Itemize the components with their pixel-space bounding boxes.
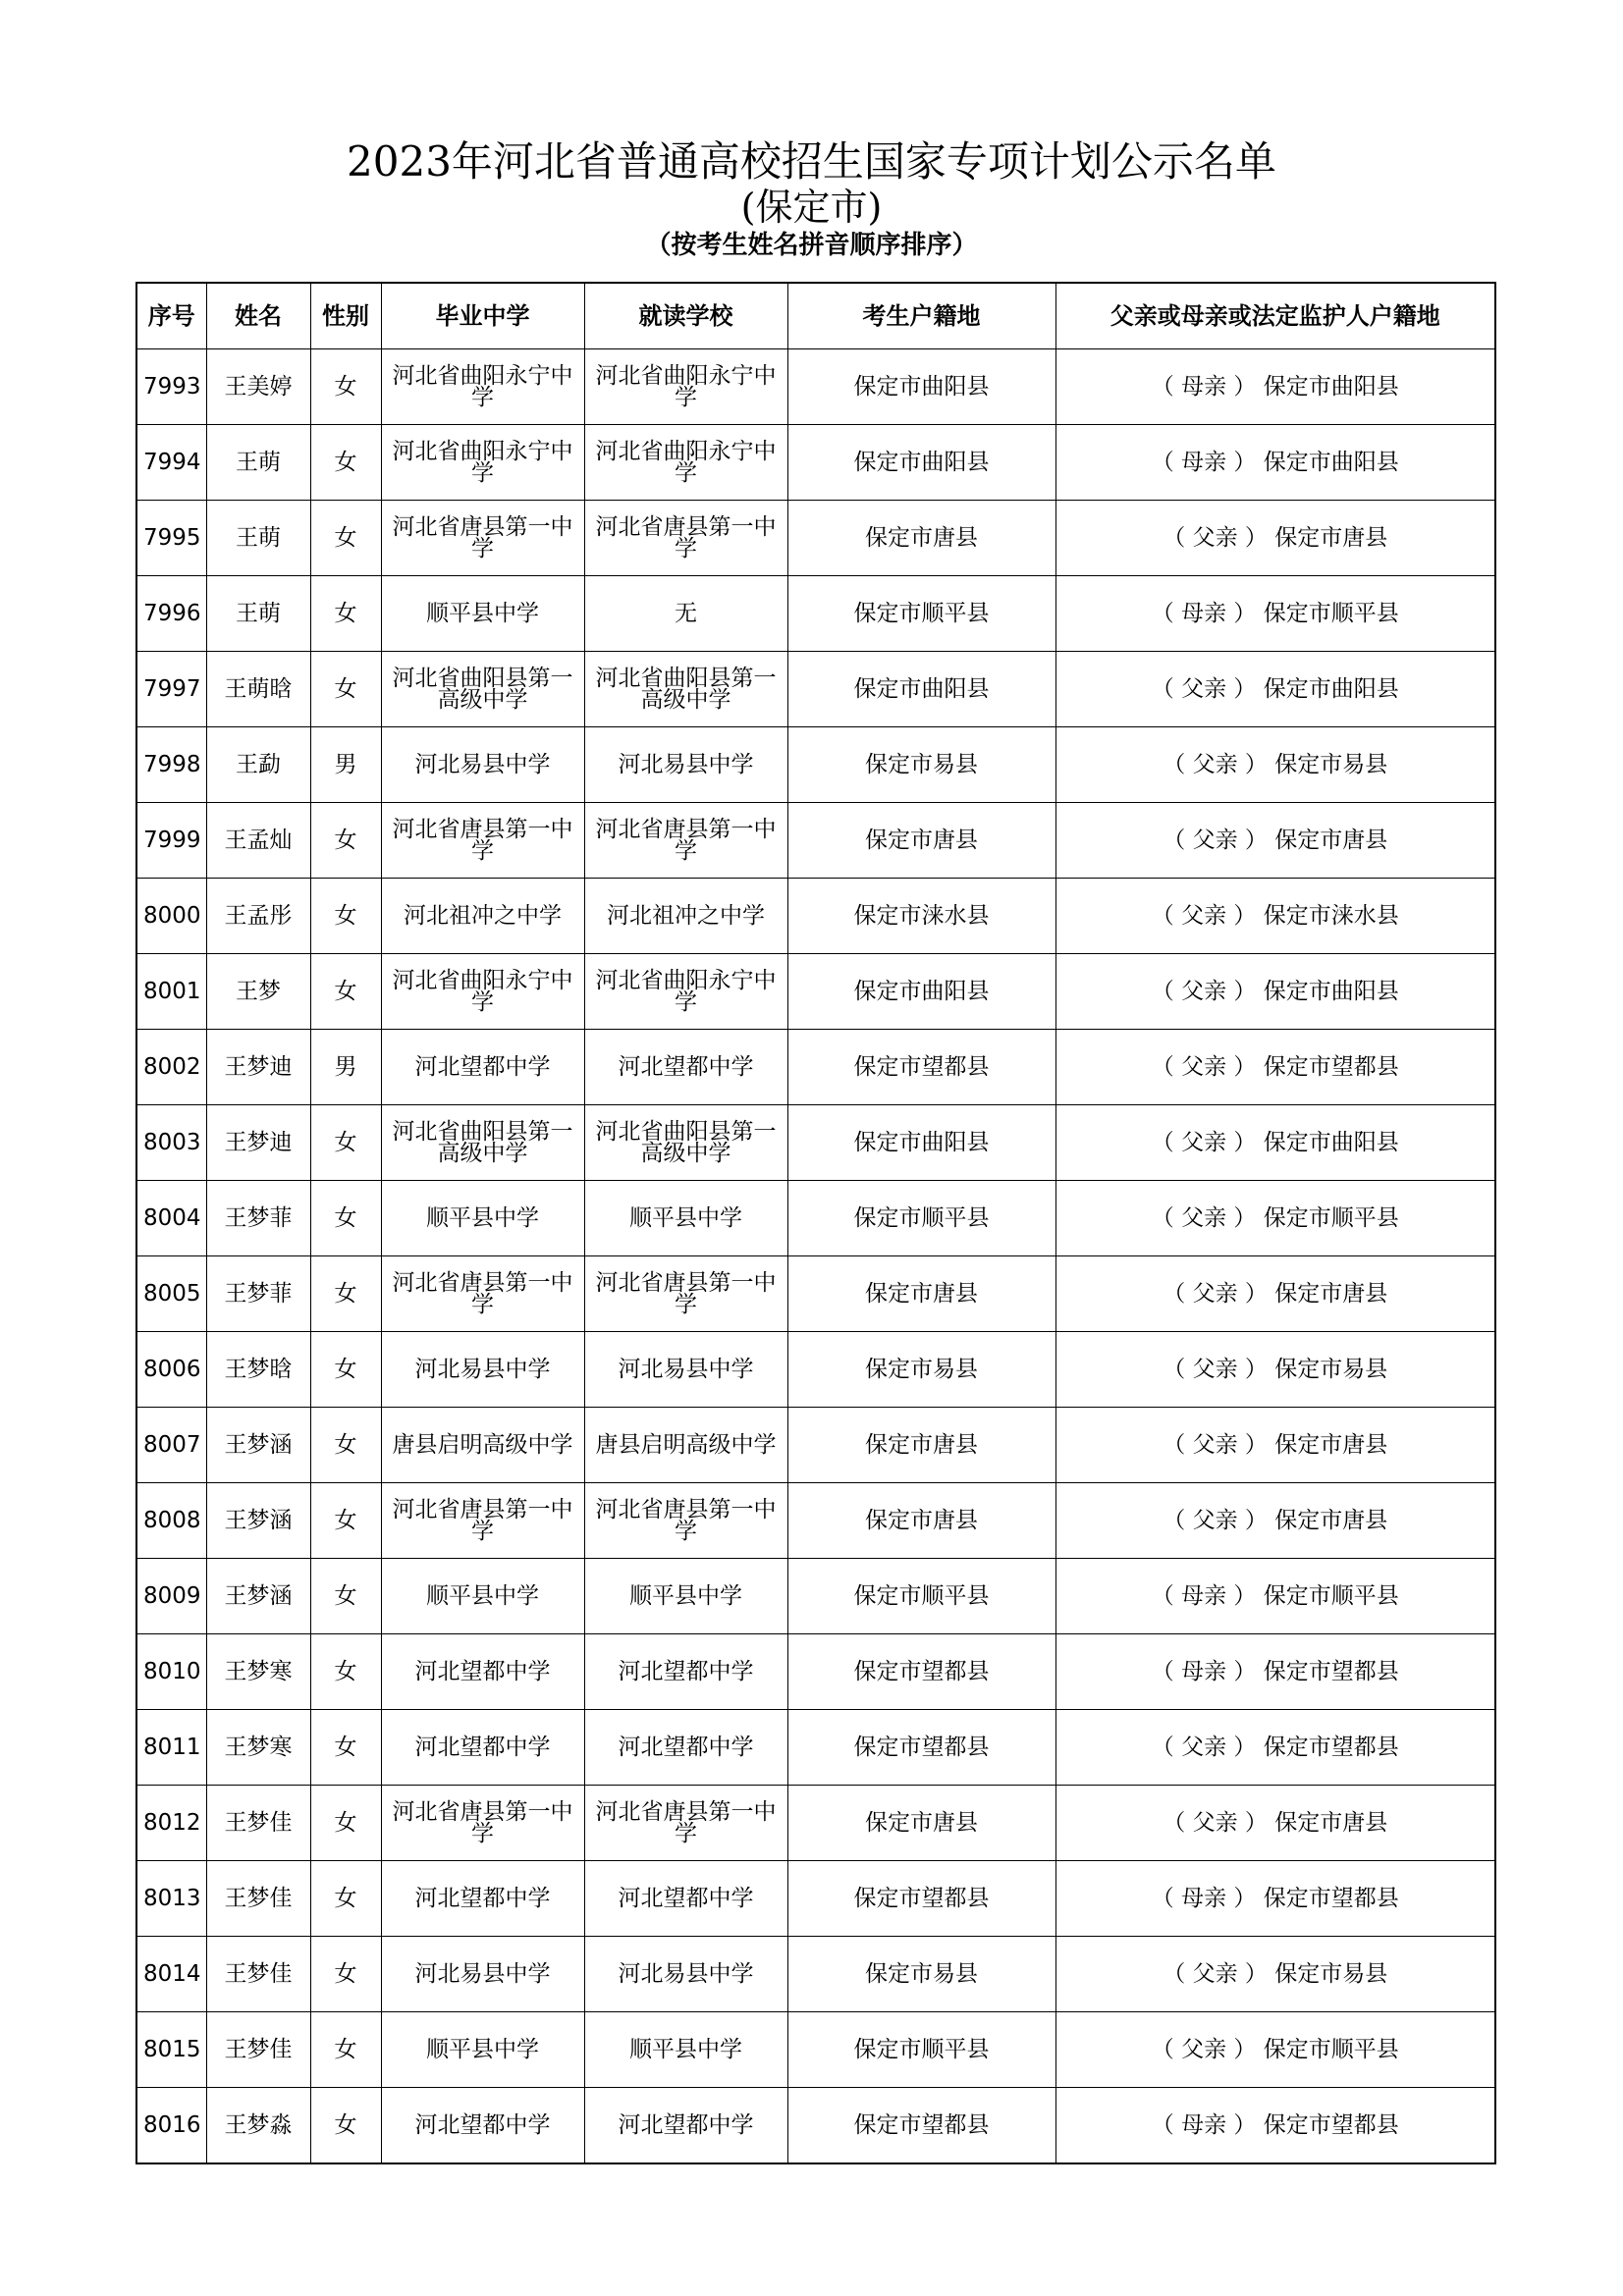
cell-domicile: 保定市易县 xyxy=(787,1937,1055,2012)
cell-domicile: 保定市顺平县 xyxy=(787,576,1055,652)
cell-current-school: 河北望都中学 xyxy=(584,1030,787,1105)
cell-current-school: 无 xyxy=(584,576,787,652)
cell-current-school: 河北望都中学 xyxy=(584,2088,787,2164)
cell-grad-school: 河北省唐县第一中学 xyxy=(381,1256,584,1332)
cell-grad-school: 河北省曲阳县第一高级中学 xyxy=(381,1105,584,1181)
cell-name: 王梦迪 xyxy=(206,1030,310,1105)
cell-name: 王梦 xyxy=(206,954,310,1030)
cell-current-school: 河北望都中学 xyxy=(584,1861,787,1937)
cell-no: 8008 xyxy=(136,1483,206,1559)
cell-name: 王梦佳 xyxy=(206,1786,310,1861)
cell-current-school: 河北省曲阳永宁中学 xyxy=(584,425,787,501)
table-row xyxy=(136,1710,1495,1786)
cell-gender: 女 xyxy=(310,501,381,576)
cell-guardian: （ 母亲 ） 保定市望都县 xyxy=(1055,1634,1495,1710)
cell-domicile: 保定市望都县 xyxy=(787,2088,1055,2164)
cell-name: 王孟灿 xyxy=(206,803,310,879)
cell-grad-school: 顺平县中学 xyxy=(381,2012,584,2088)
cell-name: 王梦佳 xyxy=(206,2012,310,2088)
table-row xyxy=(136,1786,1495,1861)
cell-grad-school: 河北望都中学 xyxy=(381,1861,584,1937)
cell-no: 7995 xyxy=(136,501,206,576)
cell-domicile: 保定市曲阳县 xyxy=(787,954,1055,1030)
cell-grad-school: 河北易县中学 xyxy=(381,1332,584,1408)
column-header-domicile: 考生户籍地 xyxy=(787,283,1055,349)
table-row xyxy=(136,1634,1495,1710)
cell-name: 王梦淼 xyxy=(206,2088,310,2164)
table-row xyxy=(136,879,1495,954)
table-row xyxy=(136,1483,1495,1559)
cell-guardian: （ 父亲 ） 保定市唐县 xyxy=(1055,803,1495,879)
cell-no: 7998 xyxy=(136,727,206,803)
cell-name: 王孟彤 xyxy=(206,879,310,954)
cell-grad-school: 河北省唐县第一中学 xyxy=(381,803,584,879)
cell-gender: 女 xyxy=(310,1786,381,1861)
cell-grad-school: 顺平县中学 xyxy=(381,1181,584,1256)
cell-gender: 女 xyxy=(310,349,381,425)
cell-grad-school: 唐县启明高级中学 xyxy=(381,1408,584,1483)
cell-no: 8009 xyxy=(136,1559,206,1634)
cell-current-school: 河北省曲阳永宁中学 xyxy=(584,954,787,1030)
table-row xyxy=(136,425,1495,501)
cell-gender: 女 xyxy=(310,1710,381,1786)
cell-no: 8010 xyxy=(136,1634,206,1710)
cell-name: 王梦涵 xyxy=(206,1408,310,1483)
cell-grad-school: 河北望都中学 xyxy=(381,1634,584,1710)
cell-no: 8011 xyxy=(136,1710,206,1786)
sort-note: （按考生姓名拼音顺序排序） xyxy=(645,231,978,260)
cell-gender: 女 xyxy=(310,1181,381,1256)
cell-no: 8003 xyxy=(136,1105,206,1181)
cell-guardian: （ 父亲 ） 保定市唐县 xyxy=(1055,1408,1495,1483)
cell-gender: 女 xyxy=(310,2088,381,2164)
cell-no: 8015 xyxy=(136,2012,206,2088)
cell-domicile: 保定市唐县 xyxy=(787,1786,1055,1861)
table-row xyxy=(136,1937,1495,2012)
cell-no: 7999 xyxy=(136,803,206,879)
cell-current-school: 顺平县中学 xyxy=(584,1559,787,1634)
cell-name: 王梦涵 xyxy=(206,1483,310,1559)
page-subtitle: (保定市) xyxy=(740,186,883,229)
cell-gender: 女 xyxy=(310,1483,381,1559)
table-row xyxy=(136,652,1495,727)
cell-grad-school: 河北省唐县第一中学 xyxy=(381,1483,584,1559)
cell-current-school: 河北省唐县第一中学 xyxy=(584,803,787,879)
cell-domicile: 保定市唐县 xyxy=(787,1256,1055,1332)
table-row xyxy=(136,1559,1495,1634)
cell-no: 7996 xyxy=(136,576,206,652)
cell-current-school: 河北望都中学 xyxy=(584,1710,787,1786)
table-row xyxy=(136,1030,1495,1105)
cell-current-school: 河北易县中学 xyxy=(584,1332,787,1408)
cell-grad-school: 河北易县中学 xyxy=(381,1937,584,2012)
table-row xyxy=(136,727,1495,803)
header-row xyxy=(136,283,1495,349)
cell-guardian: （ 父亲 ） 保定市顺平县 xyxy=(1055,1181,1495,1256)
cell-no: 8007 xyxy=(136,1408,206,1483)
cell-guardian: （ 父亲 ） 保定市唐县 xyxy=(1055,1483,1495,1559)
cell-gender: 女 xyxy=(310,576,381,652)
cell-current-school: 河北省唐县第一中学 xyxy=(584,1483,787,1559)
cell-grad-school: 河北易县中学 xyxy=(381,727,584,803)
table-row xyxy=(136,501,1495,576)
cell-no: 7997 xyxy=(136,652,206,727)
cell-domicile: 保定市顺平县 xyxy=(787,1181,1055,1256)
cell-domicile: 保定市曲阳县 xyxy=(787,425,1055,501)
cell-grad-school: 河北省唐县第一中学 xyxy=(381,1786,584,1861)
cell-guardian: （ 母亲 ） 保定市曲阳县 xyxy=(1055,425,1495,501)
cell-gender: 女 xyxy=(310,652,381,727)
cell-name: 王梦佳 xyxy=(206,1937,310,2012)
cell-grad-school: 河北望都中学 xyxy=(381,2088,584,2164)
cell-grad-school: 河北祖冲之中学 xyxy=(381,879,584,954)
cell-name: 王梦佳 xyxy=(206,1861,310,1937)
table-row xyxy=(136,803,1495,879)
cell-name: 王梦迪 xyxy=(206,1105,310,1181)
cell-guardian: （ 母亲 ） 保定市顺平县 xyxy=(1055,1559,1495,1634)
cell-gender: 女 xyxy=(310,2012,381,2088)
cell-domicile: 保定市涞水县 xyxy=(787,879,1055,954)
cell-guardian: （ 父亲 ） 保定市曲阳县 xyxy=(1055,954,1495,1030)
cell-current-school: 河北祖冲之中学 xyxy=(584,879,787,954)
cell-name: 王梦菲 xyxy=(206,1256,310,1332)
cell-no: 8000 xyxy=(136,879,206,954)
cell-guardian: （ 父亲 ） 保定市唐县 xyxy=(1055,1256,1495,1332)
cell-gender: 女 xyxy=(310,1256,381,1332)
cell-domicile: 保定市易县 xyxy=(787,1332,1055,1408)
cell-no: 8001 xyxy=(136,954,206,1030)
cell-gender: 女 xyxy=(310,1408,381,1483)
cell-current-school: 顺平县中学 xyxy=(584,2012,787,2088)
table-row xyxy=(136,576,1495,652)
cell-name: 王勐 xyxy=(206,727,310,803)
column-header-gender: 性别 xyxy=(310,283,381,349)
cell-name: 王梦涵 xyxy=(206,1559,310,1634)
cell-domicile: 保定市曲阳县 xyxy=(787,1105,1055,1181)
cell-current-school: 河北省曲阳县第一高级中学 xyxy=(584,652,787,727)
column-header-guardian: 父亲或母亲或法定监护人户籍地 xyxy=(1055,283,1495,349)
cell-no: 8013 xyxy=(136,1861,206,1937)
column-header-current-school: 就读学校 xyxy=(584,283,787,349)
cell-guardian: （ 父亲 ） 保定市易县 xyxy=(1055,727,1495,803)
cell-no: 7994 xyxy=(136,425,206,501)
cell-current-school: 河北省曲阳永宁中学 xyxy=(584,349,787,425)
table-row xyxy=(136,1332,1495,1408)
cell-guardian: （ 父亲 ） 保定市顺平县 xyxy=(1055,2012,1495,2088)
cell-grad-school: 顺平县中学 xyxy=(381,576,584,652)
cell-domicile: 保定市望都县 xyxy=(787,1861,1055,1937)
cell-gender: 女 xyxy=(310,879,381,954)
cell-domicile: 保定市望都县 xyxy=(787,1634,1055,1710)
cell-guardian: （ 父亲 ） 保定市望都县 xyxy=(1055,1710,1495,1786)
column-header-no: 序号 xyxy=(136,283,206,349)
cell-name: 王梦寒 xyxy=(206,1634,310,1710)
cell-gender: 女 xyxy=(310,1634,381,1710)
cell-domicile: 保定市唐县 xyxy=(787,803,1055,879)
cell-guardian: （ 母亲 ） 保定市顺平县 xyxy=(1055,576,1495,652)
cell-no: 8006 xyxy=(136,1332,206,1408)
cell-gender: 男 xyxy=(310,1030,381,1105)
cell-guardian: （ 父亲 ） 保定市曲阳县 xyxy=(1055,652,1495,727)
cell-grad-school: 河北省曲阳永宁中学 xyxy=(381,954,584,1030)
cell-domicile: 保定市顺平县 xyxy=(787,2012,1055,2088)
cell-current-school: 河北易县中学 xyxy=(584,1937,787,2012)
table-row xyxy=(136,954,1495,1030)
cell-name: 王萌晗 xyxy=(206,652,310,727)
cell-name: 王萌 xyxy=(206,425,310,501)
cell-guardian: （ 母亲 ） 保定市望都县 xyxy=(1055,2088,1495,2164)
roster-table xyxy=(135,282,1496,2164)
cell-gender: 女 xyxy=(310,1937,381,2012)
cell-gender: 女 xyxy=(310,954,381,1030)
page-title: 2023年河北省普通高校招生国家专项计划公示名单 xyxy=(347,137,1276,186)
cell-no: 8012 xyxy=(136,1786,206,1861)
cell-domicile: 保定市曲阳县 xyxy=(787,652,1055,727)
roster-body xyxy=(136,349,1495,2164)
cell-guardian: （ 父亲 ） 保定市望都县 xyxy=(1055,1030,1495,1105)
cell-current-school: 河北望都中学 xyxy=(584,1634,787,1710)
cell-current-school: 顺平县中学 xyxy=(584,1181,787,1256)
cell-guardian: （ 父亲 ） 保定市唐县 xyxy=(1055,501,1495,576)
cell-grad-school: 河北省曲阳永宁中学 xyxy=(381,349,584,425)
cell-current-school: 唐县启明高级中学 xyxy=(584,1408,787,1483)
cell-gender: 女 xyxy=(310,425,381,501)
cell-guardian: （ 母亲 ） 保定市曲阳县 xyxy=(1055,349,1495,425)
cell-grad-school: 河北省曲阳永宁中学 xyxy=(381,425,584,501)
cell-name: 王梦晗 xyxy=(206,1332,310,1408)
cell-grad-school: 河北望都中学 xyxy=(381,1710,584,1786)
cell-no: 8002 xyxy=(136,1030,206,1105)
cell-current-school: 河北省唐县第一中学 xyxy=(584,501,787,576)
table-row xyxy=(136,1861,1495,1937)
cell-no: 8016 xyxy=(136,2088,206,2164)
cell-grad-school: 顺平县中学 xyxy=(381,1559,584,1634)
cell-no: 8005 xyxy=(136,1256,206,1332)
cell-guardian: （ 母亲 ） 保定市望都县 xyxy=(1055,1861,1495,1937)
cell-domicile: 保定市唐县 xyxy=(787,1408,1055,1483)
cell-domicile: 保定市望都县 xyxy=(787,1030,1055,1105)
cell-gender: 女 xyxy=(310,803,381,879)
cell-guardian: （ 父亲 ） 保定市涞水县 xyxy=(1055,879,1495,954)
table-row xyxy=(136,1256,1495,1332)
cell-domicile: 保定市唐县 xyxy=(787,1483,1055,1559)
cell-grad-school: 河北省曲阳县第一高级中学 xyxy=(381,652,584,727)
table-row xyxy=(136,349,1495,425)
table-row xyxy=(136,1181,1495,1256)
cell-no: 7993 xyxy=(136,349,206,425)
cell-domicile: 保定市曲阳县 xyxy=(787,349,1055,425)
cell-name: 王梦寒 xyxy=(206,1710,310,1786)
cell-guardian: （ 父亲 ） 保定市易县 xyxy=(1055,1332,1495,1408)
cell-gender: 男 xyxy=(310,727,381,803)
cell-domicile: 保定市易县 xyxy=(787,727,1055,803)
cell-current-school: 河北省曲阳县第一高级中学 xyxy=(584,1105,787,1181)
cell-current-school: 河北省唐县第一中学 xyxy=(584,1256,787,1332)
cell-grad-school: 河北望都中学 xyxy=(381,1030,584,1105)
cell-name: 王美婷 xyxy=(206,349,310,425)
table-row xyxy=(136,1408,1495,1483)
cell-name: 王萌 xyxy=(206,576,310,652)
cell-name: 王萌 xyxy=(206,501,310,576)
table-row xyxy=(136,1105,1495,1181)
cell-name: 王梦菲 xyxy=(206,1181,310,1256)
cell-guardian: （ 父亲 ） 保定市唐县 xyxy=(1055,1786,1495,1861)
table-row xyxy=(136,2012,1495,2088)
cell-current-school: 河北易县中学 xyxy=(584,727,787,803)
table-row xyxy=(136,2088,1495,2164)
cell-current-school: 河北省唐县第一中学 xyxy=(584,1786,787,1861)
cell-gender: 女 xyxy=(310,1332,381,1408)
cell-domicile: 保定市望都县 xyxy=(787,1710,1055,1786)
cell-no: 8014 xyxy=(136,1937,206,2012)
cell-gender: 女 xyxy=(310,1559,381,1634)
cell-no: 8004 xyxy=(136,1181,206,1256)
cell-gender: 女 xyxy=(310,1861,381,1937)
cell-domicile: 保定市唐县 xyxy=(787,501,1055,576)
cell-grad-school: 河北省唐县第一中学 xyxy=(381,501,584,576)
cell-domicile: 保定市顺平县 xyxy=(787,1559,1055,1634)
cell-guardian: （ 父亲 ） 保定市易县 xyxy=(1055,1937,1495,2012)
cell-gender: 女 xyxy=(310,1105,381,1181)
column-header-name: 姓名 xyxy=(206,283,310,349)
column-header-grad-school: 毕业中学 xyxy=(381,283,584,349)
cell-guardian: （ 父亲 ） 保定市曲阳县 xyxy=(1055,1105,1495,1181)
